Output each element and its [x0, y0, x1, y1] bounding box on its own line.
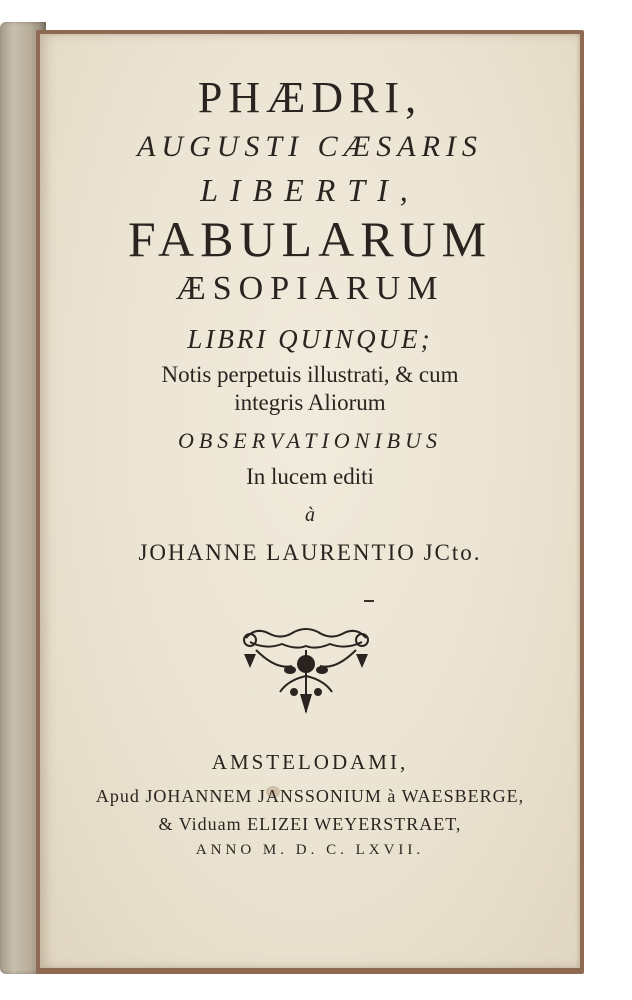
title-aesopiarum: ÆSOPIARUM [175, 270, 445, 307]
imprint-city: AMSTELODAMI, [211, 750, 409, 774]
subtitle-in-lucem: In lucem editi [246, 464, 374, 489]
imprint-printer: Apud JOHANNEM JANSSONIUM à WAESBERGE, [95, 786, 525, 806]
floral-vignette-icon [236, 620, 376, 720]
title-page [40, 34, 580, 968]
subtitle-integris: integris Aliorum [234, 390, 386, 415]
title-fabularum: FABULARUM [127, 211, 493, 267]
subtitle-a: à [305, 504, 315, 526]
printers-dash [364, 600, 374, 602]
subtitle-observationibus: OBSERVATIONIBUS [177, 428, 442, 453]
title-libri-quinque: LIBRI QUINQUE; [187, 324, 433, 354]
title-phaedri: PHÆDRI, [197, 73, 423, 122]
editor-name: JOHANNE LAURENTIO JCto. [138, 540, 482, 565]
subtitle-notis: Notis perpetuis illustrati, & cum [161, 362, 459, 387]
imprint-year: ANNO M. D. C. LXVII. [195, 842, 425, 858]
title-augusti-caesaris: AUGUSTI CÆSARIS [137, 130, 483, 163]
title-liberti: LIBERTI, [200, 172, 420, 208]
imprint-widow: & Viduam ELIZEI WEYERSTRAET, [158, 814, 462, 834]
